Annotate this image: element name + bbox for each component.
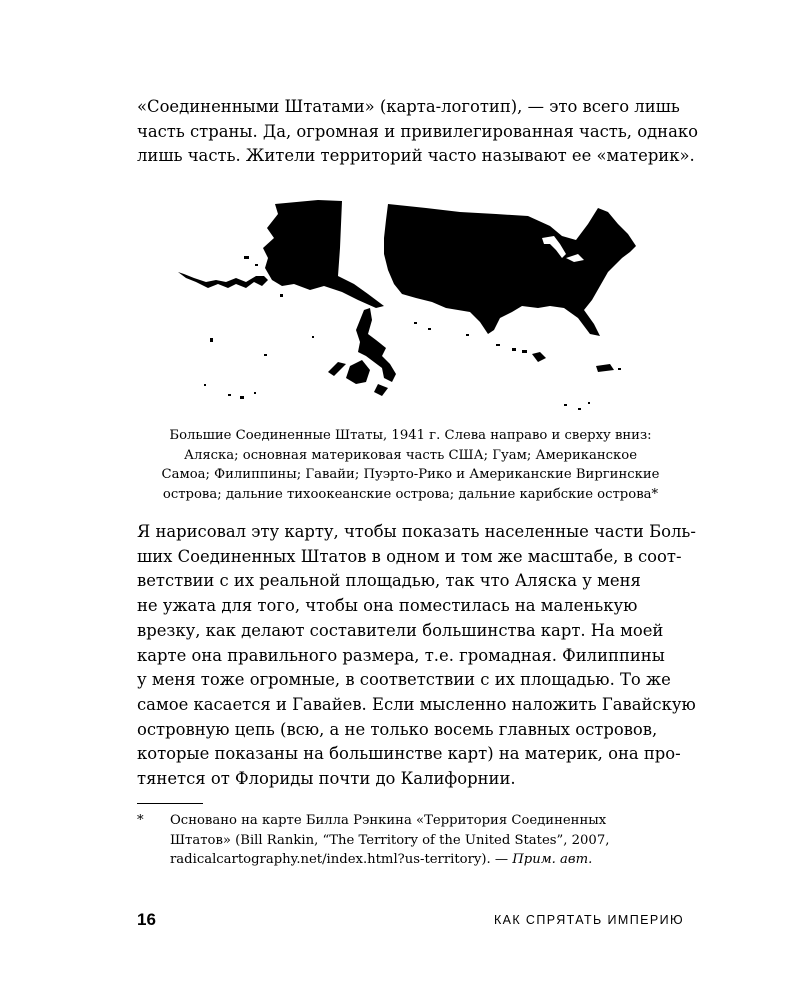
guam (210, 338, 213, 342)
pacific-island (254, 392, 256, 394)
footnote-author-note: Прим. авт. (512, 852, 593, 867)
contiguous-us-shape (384, 204, 636, 336)
hawaii-island (496, 344, 500, 346)
alaska-island (280, 294, 283, 297)
caption-line: острова; дальние тихоокеанские острова; дальние карибские острова* (162, 486, 659, 502)
aleutian-islands (178, 272, 268, 288)
intro-line: часть страны. Да, огромная и привилегированная часть, однако (137, 121, 698, 141)
philippines-shape (346, 360, 370, 384)
footnote-line (170, 850, 684, 870)
alaska-shape (263, 200, 384, 308)
pacific-island (264, 354, 267, 356)
puerto-rico (596, 364, 614, 372)
caribbean-island (564, 404, 567, 406)
footnote-line: Основано на карте Билла Рэнкина «Территория Соединенных (170, 813, 607, 828)
footnote-source-url: radicalcartography.net/index.html?us-territory). (170, 852, 491, 867)
hawaii-island (414, 322, 417, 324)
hawaii-island (522, 350, 527, 353)
caption-line: Аляска; основная материковая часть США; Гуам; Американское (183, 447, 638, 463)
greater-united-states-map (170, 198, 650, 418)
caption-line: Большие Соединенные Штаты, 1941 г. Слева направо и сверху вниз: (169, 428, 652, 443)
body-line: ветствии с их реальной площадью, так что Аляска у меня (137, 571, 641, 591)
footnote-text (170, 811, 684, 870)
body-line: ших Соединенных Штатов в одном и том же масштабе, в соот- (137, 546, 682, 566)
intro-line: лишь часть. Жители территорий часто называют ее «материк». (137, 146, 695, 166)
footnote-dash: — (490, 852, 513, 867)
page-number: 16 (137, 910, 156, 929)
pacific-island (204, 384, 206, 386)
running-head: КАК СПРЯТАТЬ ИМПЕРИЮ (493, 913, 684, 927)
pacific-island (240, 396, 244, 399)
hawaii-island (532, 352, 546, 362)
figure-caption (137, 426, 684, 504)
intro-paragraph (137, 95, 698, 169)
caption-line: Самоа; Филиппины; Гавайи; Пуэрто-Рико и Американские Виргинские (161, 467, 660, 482)
caribbean-island (578, 408, 581, 410)
virgin-islands (618, 368, 621, 370)
hawaii-island (428, 328, 431, 330)
body-line: врезку, как делают составители большинства карт. На моей (137, 620, 664, 640)
pacific-island (312, 336, 314, 338)
footnote-line: Штатов» (Bill Rankin, “The Territory of the United States”, 2007, (170, 832, 610, 848)
hawaii-island (512, 348, 516, 351)
body-line: не ужата для того, чтобы она поместилась на маленькую (137, 596, 638, 616)
intro-line: «Соединенными Штатами» (карта-логотип), — это всего лишь (137, 97, 680, 116)
body-line: самое касается и Гавайев. Если мысленно наложить Гавайскую (137, 694, 696, 714)
body-line: у меня тоже огромные, в соответствии с их площадью. То же (137, 670, 671, 690)
caribbean-island (588, 402, 590, 404)
philippines-shape (374, 384, 388, 396)
alaska-island (255, 264, 258, 266)
alaska-island (244, 256, 249, 259)
body-line: карте она правильного размера, т.е. громадная. Филиппины (137, 645, 665, 665)
body-paragraph (137, 520, 696, 792)
body-line: которые показаны на большинстве карт) на материк, она про- (137, 744, 681, 764)
footnote-mark: * (137, 813, 144, 828)
body-line: островную цепь (всю, а не только восемь главных островов, (137, 719, 658, 739)
philippines-shape (328, 362, 346, 376)
footnote-rule (137, 803, 203, 804)
pacific-island (228, 394, 231, 396)
body-line: тянется от Флориды почти до Калифорнии. (137, 769, 516, 789)
body-line: Я нарисовал эту карту, чтобы показать населенные части Боль- (137, 522, 696, 541)
hawaii-island (466, 334, 469, 336)
